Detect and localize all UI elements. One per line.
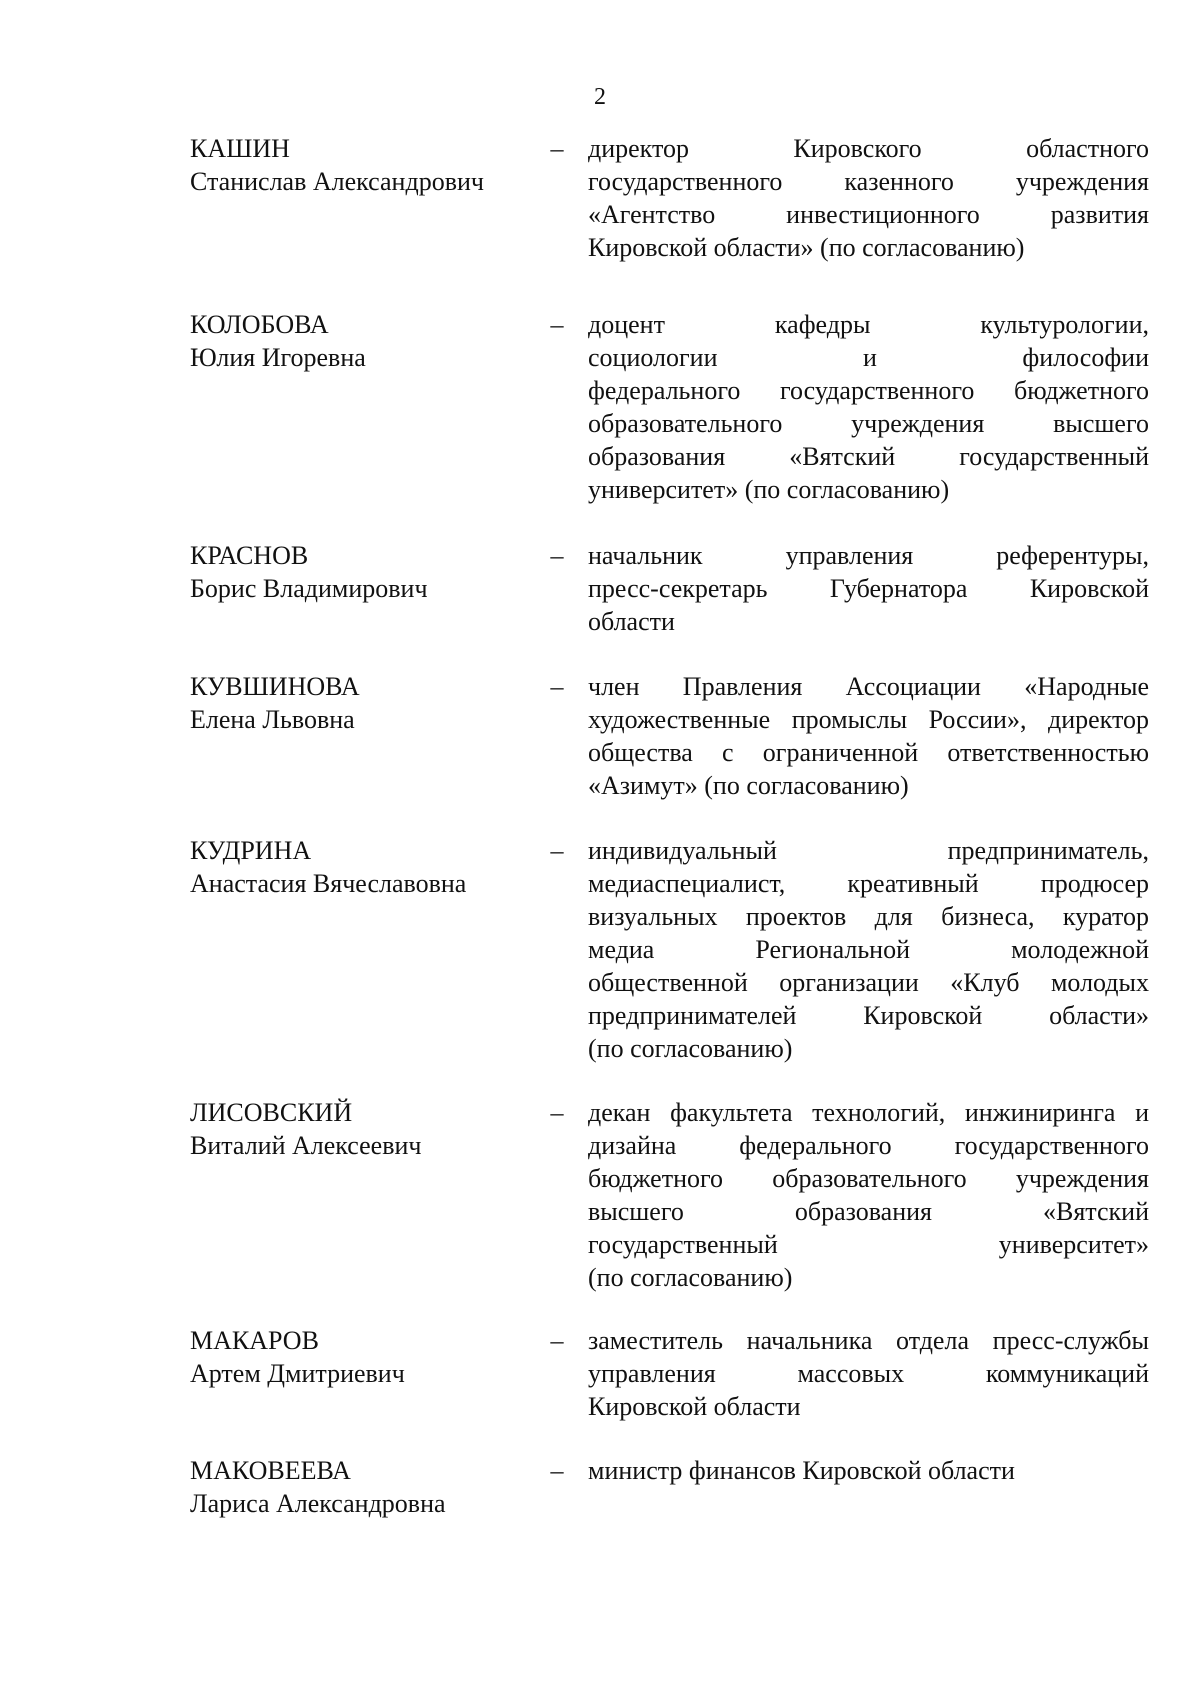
role-line: области	[588, 607, 675, 636]
member-surname: КОЛОБОВА	[190, 310, 329, 339]
role-line: министр финансов Кировской области	[588, 1456, 1015, 1485]
role-line: индивидуальный предприниматель,	[588, 836, 1149, 865]
member-given-names: Борис Владимирович	[190, 574, 428, 603]
member-name	[190, 1096, 540, 1162]
member-name	[190, 1454, 540, 1520]
role-line: визуальных проектов для бизнеса, куратор	[588, 902, 1149, 931]
dash-separator: –	[550, 541, 564, 570]
member-role	[588, 670, 1149, 802]
member-surname: ЛИСОВСКИЙ	[190, 1098, 353, 1127]
member-surname: МАКОВЕЕВА	[190, 1456, 351, 1485]
role-line: пресс-секретарь Губернатора Кировской	[588, 574, 1149, 603]
member-name	[190, 539, 540, 605]
dash-separator: –	[550, 134, 564, 163]
role-line: (по согласованию)	[588, 1034, 793, 1063]
role-line: заместитель начальника отдела пресс-службы	[588, 1326, 1149, 1355]
role-line: общества с ограниченной ответственностью	[588, 738, 1149, 767]
role-line: медиа Региональной молодежной	[588, 935, 1149, 964]
member-surname: КУВШИНОВА	[190, 672, 360, 701]
member-name	[190, 670, 540, 736]
dash-separator: –	[550, 1326, 564, 1355]
role-line: высшего образования «Вятский	[588, 1197, 1149, 1226]
role-line: директор Кировского областного	[588, 134, 1149, 163]
member-role	[588, 539, 1149, 638]
member-role	[588, 308, 1149, 506]
role-line: медиаспециалист, креативный продюсер	[588, 869, 1149, 898]
dash-separator: –	[550, 310, 564, 339]
member-role	[588, 1454, 1149, 1487]
role-line: доцент кафедры культурологии,	[588, 310, 1149, 339]
role-line: художественные промыслы России», директор	[588, 705, 1149, 734]
page-number: 2	[594, 84, 606, 110]
member-role	[588, 1096, 1149, 1294]
dash-separator: –	[550, 1098, 564, 1127]
role-line: дизайна федерального государственного	[588, 1131, 1149, 1160]
member-given-names: Артем Дмитриевич	[190, 1359, 405, 1388]
member-surname: КРАСНОВ	[190, 541, 309, 570]
member-given-names: Юлия Игоревна	[190, 343, 366, 372]
role-line: «Азимут» (по согласованию)	[588, 771, 909, 800]
role-line: федерального государственного бюджетного	[588, 376, 1149, 405]
role-line: государственный университет»	[588, 1230, 1149, 1259]
member-role	[588, 834, 1149, 1065]
dash-separator: –	[550, 836, 564, 865]
member-given-names: Лариса Александровна	[190, 1489, 446, 1518]
member-given-names: Анастасия Вячеславовна	[190, 869, 467, 898]
member-given-names: Елена Львовна	[190, 705, 355, 734]
role-line: государственного казенного учреждения	[588, 167, 1149, 196]
role-line: университет» (по согласованию)	[588, 475, 950, 504]
member-name	[190, 1324, 540, 1390]
member-given-names: Виталий Алексеевич	[190, 1131, 422, 1160]
member-surname: КАШИН	[190, 134, 290, 163]
role-line: общественной организации «Клуб молодых	[588, 968, 1149, 997]
member-surname: КУДРИНА	[190, 836, 312, 865]
member-role	[588, 132, 1149, 264]
role-line: (по согласованию)	[588, 1263, 793, 1292]
role-line: предпринимателей Кировской области»	[588, 1001, 1149, 1030]
dash-separator: –	[550, 672, 564, 701]
member-name	[190, 834, 540, 900]
member-name	[190, 308, 540, 374]
role-line: Кировской области» (по согласованию)	[588, 233, 1025, 262]
member-role	[588, 1324, 1149, 1423]
dash-separator: –	[550, 1456, 564, 1485]
role-line: Кировской области	[588, 1392, 801, 1421]
role-line: образования «Вятский государственный	[588, 442, 1149, 471]
role-line: начальник управления референтуры,	[588, 541, 1149, 570]
role-line: образовательного учреждения высшего	[588, 409, 1149, 438]
member-surname: МАКАРОВ	[190, 1326, 319, 1355]
role-line: член Правления Ассоциации «Народные	[588, 672, 1149, 701]
role-line: бюджетного образовательного учреждения	[588, 1164, 1149, 1193]
member-name	[190, 132, 540, 198]
role-line: управления массовых коммуникаций	[588, 1359, 1149, 1388]
role-line: социологии и философии	[588, 343, 1149, 372]
role-line: декан факультета технологий, инжиниринга и	[588, 1098, 1149, 1127]
role-line: «Агентство инвестиционного развития	[588, 200, 1149, 229]
member-given-names: Станислав Александрович	[190, 167, 484, 196]
